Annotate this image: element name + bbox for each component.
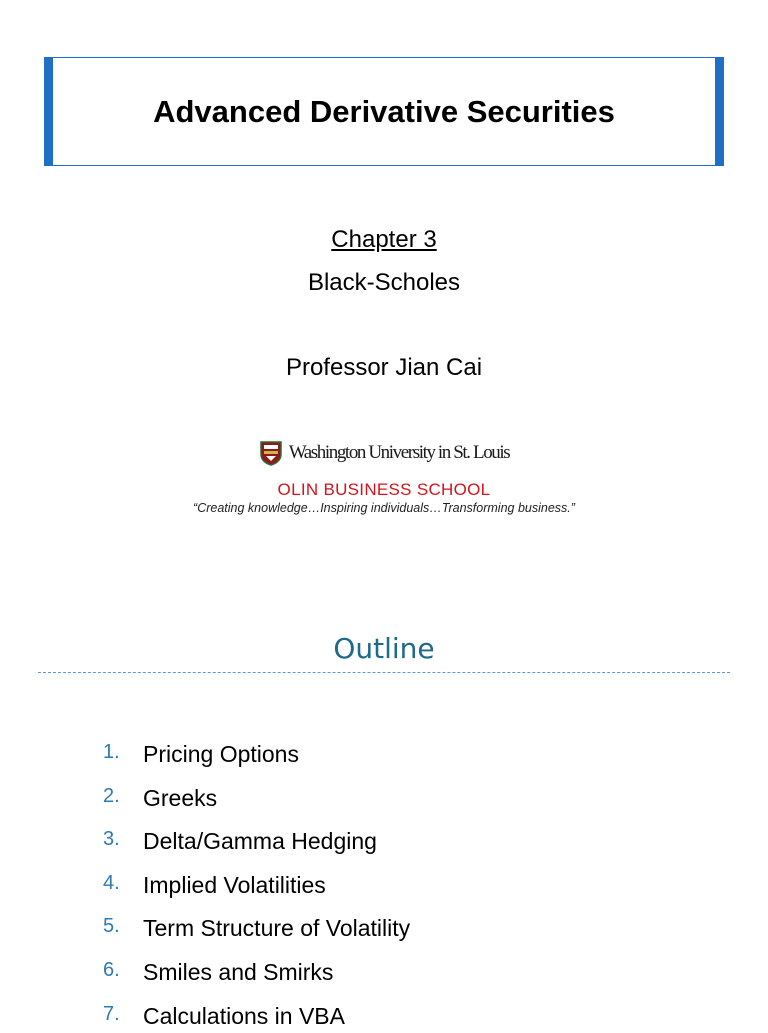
list-item-number: 1. <box>103 741 120 763</box>
list-item-number: 2. <box>103 785 120 807</box>
chapter-subtitle: Black-Scholes <box>307 269 461 296</box>
university-seal-icon <box>259 440 283 466</box>
school-name: OLIN BUSINESS SCHOOL <box>277 480 491 499</box>
list-item-label: Delta/Gamma Hedging <box>143 828 377 854</box>
chapter-heading: Chapter 3 <box>331 226 437 253</box>
list-item-label: Calculations in VBA <box>143 1003 345 1029</box>
outline-title: Outline <box>333 632 435 665</box>
list-item-label: Implied Volatilities <box>143 872 326 898</box>
list-item-number: 4. <box>103 872 120 894</box>
title-divider <box>38 672 730 673</box>
university-name: Washington University in St. Louis <box>288 442 510 463</box>
slide-title: Advanced Derivative Securities <box>153 93 615 129</box>
list-item-label: Term Structure of Volatility <box>143 915 411 941</box>
title-banner <box>44 57 724 166</box>
list-item-label: Smiles and Smirks <box>143 959 334 985</box>
list-item-label: Greeks <box>143 785 218 811</box>
list-item-number: 7. <box>103 1003 120 1025</box>
list-item-number: 6. <box>103 959 120 981</box>
professor-name: Professor Jian Cai <box>285 354 483 381</box>
list-item-number: 3. <box>103 828 120 850</box>
list-item-number: 5. <box>103 915 120 937</box>
list-item-label: Pricing Options <box>143 741 299 767</box>
university-logo <box>0 440 768 466</box>
school-motto: “Creating knowledge…Inspiring individuals…Transforming business.” <box>193 501 575 515</box>
